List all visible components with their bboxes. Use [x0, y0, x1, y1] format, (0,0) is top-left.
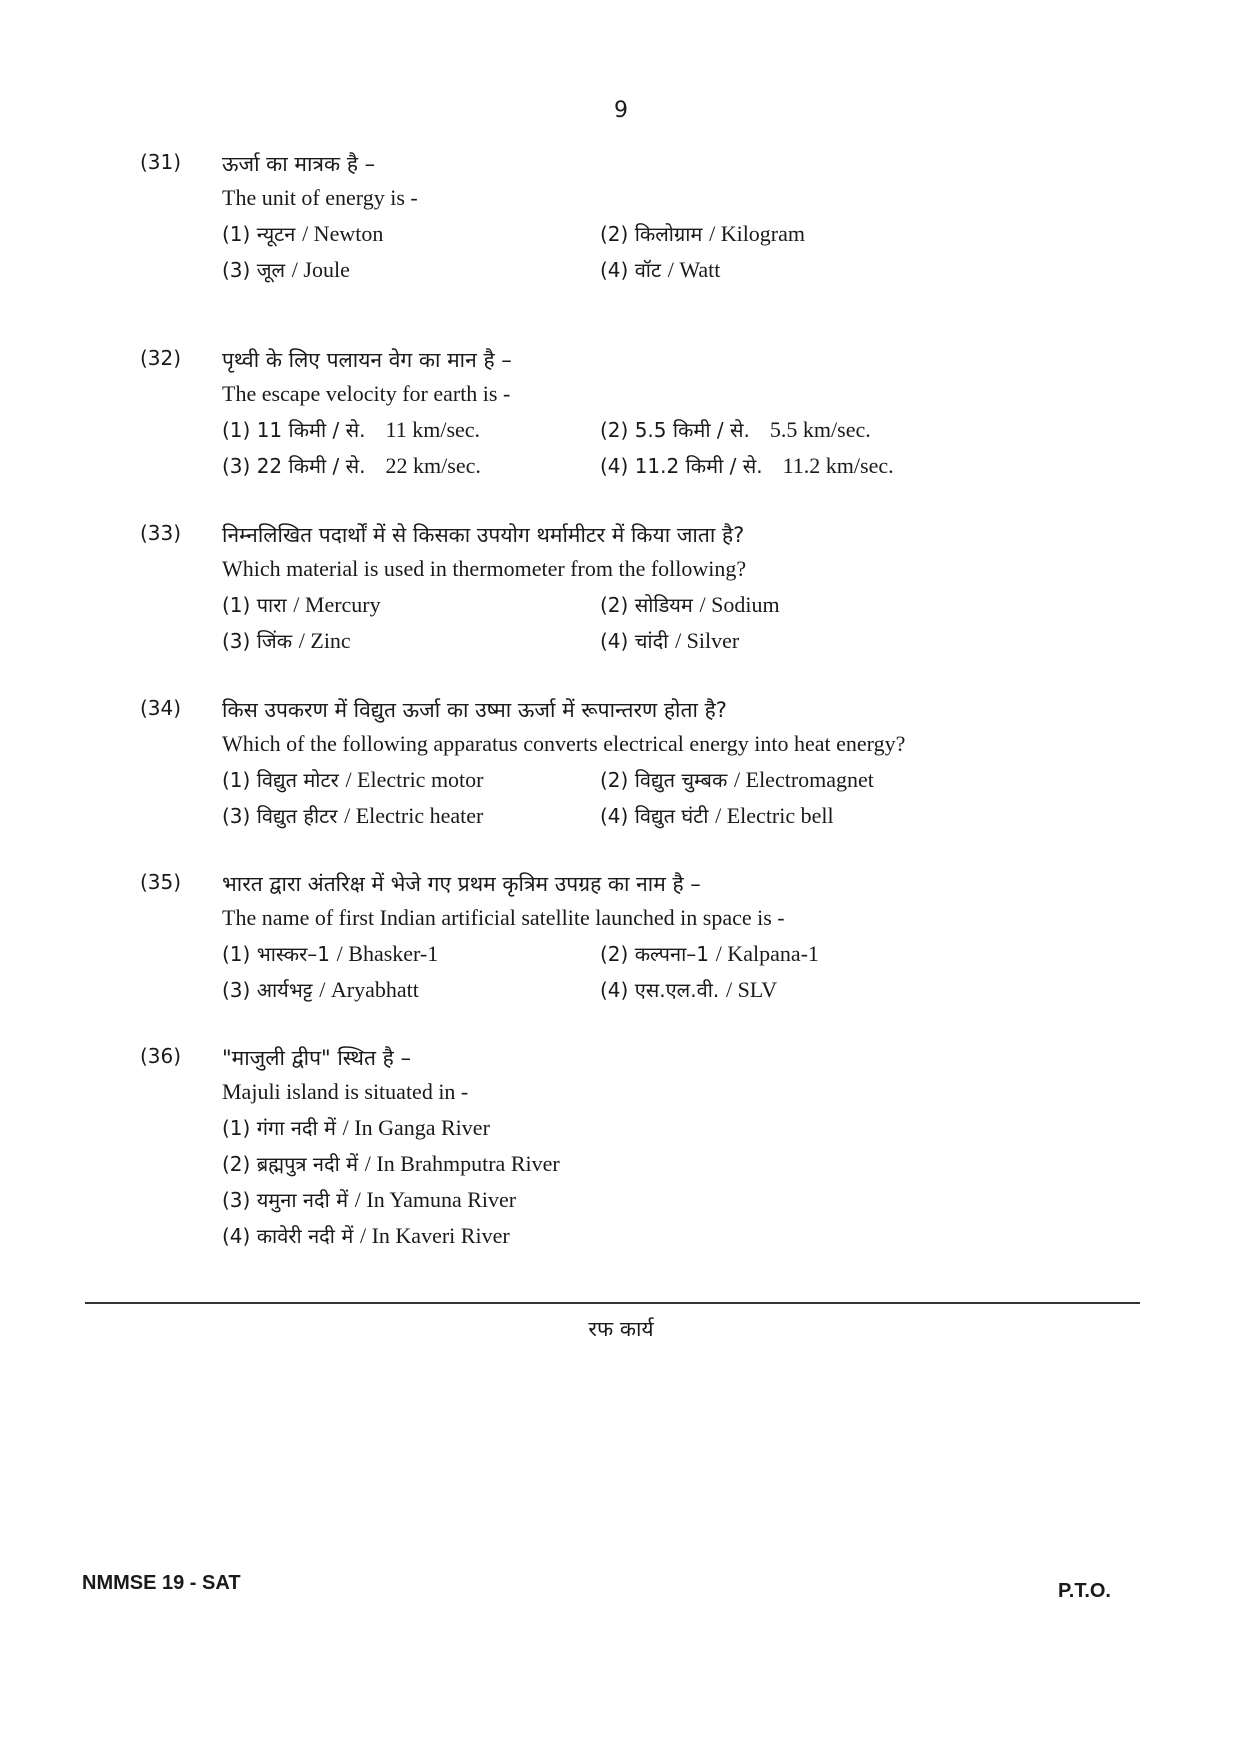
option-hindi: (2) 5.5 किमी / से. — [600, 418, 750, 442]
question-32 — [140, 346, 1100, 506]
option-4 — [600, 976, 777, 1003]
option-hindi: (1) गंगा नदी में — [222, 1116, 336, 1140]
option-4 — [600, 452, 894, 479]
question-34 — [140, 696, 1100, 856]
option-hindi: (2) सोडियम — [600, 593, 693, 617]
option-english: 5.5 km/sec. — [769, 417, 871, 442]
question-36 — [140, 1044, 1100, 1274]
question-number: (33) — [140, 521, 182, 545]
question-number: (32) — [140, 346, 182, 370]
option-english: / Mercury — [293, 592, 381, 617]
option-hindi: (1) 11 किमी / से. — [222, 418, 366, 442]
option-hindi: (3) यमुना नदी में — [222, 1188, 349, 1212]
option-english: / In Brahmputra River — [364, 1151, 560, 1176]
option-english: / Electromagnet — [734, 767, 874, 792]
question-35 — [140, 870, 1100, 1030]
option-hindi: (2) कल्पना–1 — [600, 942, 709, 966]
question-number: (34) — [140, 696, 182, 720]
option-english: / SLV — [725, 977, 778, 1002]
option-hindi: (1) पारा — [222, 593, 287, 617]
question-text-english: The name of first Indian artificial satellite launched in space is - — [222, 905, 785, 930]
option-1 — [222, 1114, 490, 1141]
option-english: / Electric motor — [345, 767, 484, 792]
option-3 — [222, 627, 351, 654]
option-4 — [600, 802, 834, 829]
option-4 — [222, 1222, 510, 1249]
option-2 — [600, 940, 819, 967]
option-2 — [600, 766, 874, 793]
option-2 — [600, 591, 780, 618]
option-3 — [222, 452, 481, 479]
question-text-english: The unit of energy is - — [222, 185, 418, 210]
option-hindi: (4) एस.एल.वी. — [600, 978, 720, 1002]
option-1 — [222, 220, 383, 247]
question-number: (31) — [140, 150, 182, 174]
pto-label: P.T.O. — [1058, 1580, 1111, 1602]
option-english: / Joule — [291, 257, 350, 282]
option-english: / Zinc — [298, 628, 351, 653]
option-hindi: (4) चांदी — [600, 629, 669, 653]
question-text-hindi: पृथ्वी के लिए पलायन वेग का मान है – — [222, 348, 512, 372]
option-hindi: (4) विद्युत घंटी — [600, 804, 709, 828]
option-hindi: (2) किलोग्राम — [600, 222, 703, 246]
option-2 — [600, 220, 805, 247]
option-english: / Newton — [302, 221, 384, 246]
option-3 — [222, 1186, 516, 1213]
option-4 — [600, 627, 739, 654]
question-number: (36) — [140, 1044, 182, 1068]
question-text-english: Which material is used in thermometer from the following? — [222, 556, 747, 581]
option-english: / Electric bell — [715, 803, 834, 828]
option-english: / In Kaveri River — [359, 1223, 510, 1248]
option-english: 11.2 km/sec. — [782, 453, 894, 478]
option-english: / Sodium — [699, 592, 780, 617]
option-english: / Watt — [667, 257, 721, 282]
option-hindi: (3) विद्युत हीटर — [222, 804, 338, 828]
option-1 — [222, 766, 484, 793]
question-text-hindi: निम्नलिखित पदार्थों में से किसका उपयोग थर्मामीटर में किया जाता है? — [222, 523, 745, 547]
question-text-hindi: किस उपकरण में विद्युत ऊर्जा का उष्मा ऊर्जा में रूपान्तरण होता है? — [222, 698, 727, 722]
option-hindi: (1) भास्कर–1 — [222, 942, 330, 966]
option-hindi: (1) विद्युत मोटर — [222, 768, 339, 792]
option-hindi: (4) 11.2 किमी / से. — [600, 454, 763, 478]
option-english: / Bhasker-1 — [336, 941, 439, 966]
option-english: / Kilogram — [709, 221, 806, 246]
question-text-hindi: ऊर्जा का मात्रक है – — [222, 152, 376, 176]
option-hindi: (3) आर्यभट्ट — [222, 978, 313, 1002]
option-english: 22 km/sec. — [385, 453, 481, 478]
option-3 — [222, 976, 419, 1003]
question-text-hindi: "माजुली द्वीप" स्थित है – — [222, 1046, 411, 1070]
option-hindi: (4) कावेरी नदी में — [222, 1224, 354, 1248]
question-31 — [140, 150, 1100, 310]
option-4 — [600, 256, 720, 283]
option-2 — [222, 1150, 560, 1177]
option-english: / In Ganga River — [342, 1115, 490, 1140]
question-text-hindi: भारत द्वारा अंतरिक्ष में भेजे गए प्रथम कृत्रिम उपग्रह का नाम है – — [222, 872, 701, 896]
option-hindi: (3) 22 किमी / से. — [222, 454, 366, 478]
option-english: / Kalpana-1 — [715, 941, 819, 966]
option-english: / In Yamuna River — [354, 1187, 517, 1212]
option-hindi: (2) विद्युत चुम्बक — [600, 768, 728, 792]
question-text-english: Which of the following apparatus converts electrical energy into heat energy? — [222, 731, 906, 756]
option-2 — [600, 416, 871, 443]
option-hindi: (1) न्यूटन — [222, 222, 296, 246]
option-hindi: (3) जिंक — [222, 629, 293, 653]
option-3 — [222, 802, 483, 829]
option-english: / Silver — [675, 628, 740, 653]
option-english: / Aryabhatt — [319, 977, 419, 1002]
question-33 — [140, 521, 1100, 681]
option-3 — [222, 256, 350, 283]
option-1 — [222, 940, 438, 967]
question-text-english: Majuli island is situated in - — [222, 1079, 469, 1104]
option-1 — [222, 416, 480, 443]
question-text-english: The escape velocity for earth is - — [222, 381, 511, 406]
divider-line — [85, 1302, 1140, 1304]
option-hindi: (4) वॉट — [600, 258, 662, 282]
rough-work-label: रफ कार्य — [588, 1317, 654, 1341]
option-hindi: (3) जूल — [222, 258, 286, 282]
option-english: 11 km/sec. — [385, 417, 481, 442]
page-number: 9 — [614, 98, 628, 123]
question-number: (35) — [140, 870, 182, 894]
paper-code: NMMSE 19 - SAT — [82, 1572, 241, 1594]
option-english: / Electric heater — [344, 803, 484, 828]
option-hindi: (2) ब्रह्मपुत्र नदी में — [222, 1152, 359, 1176]
option-1 — [222, 591, 381, 618]
